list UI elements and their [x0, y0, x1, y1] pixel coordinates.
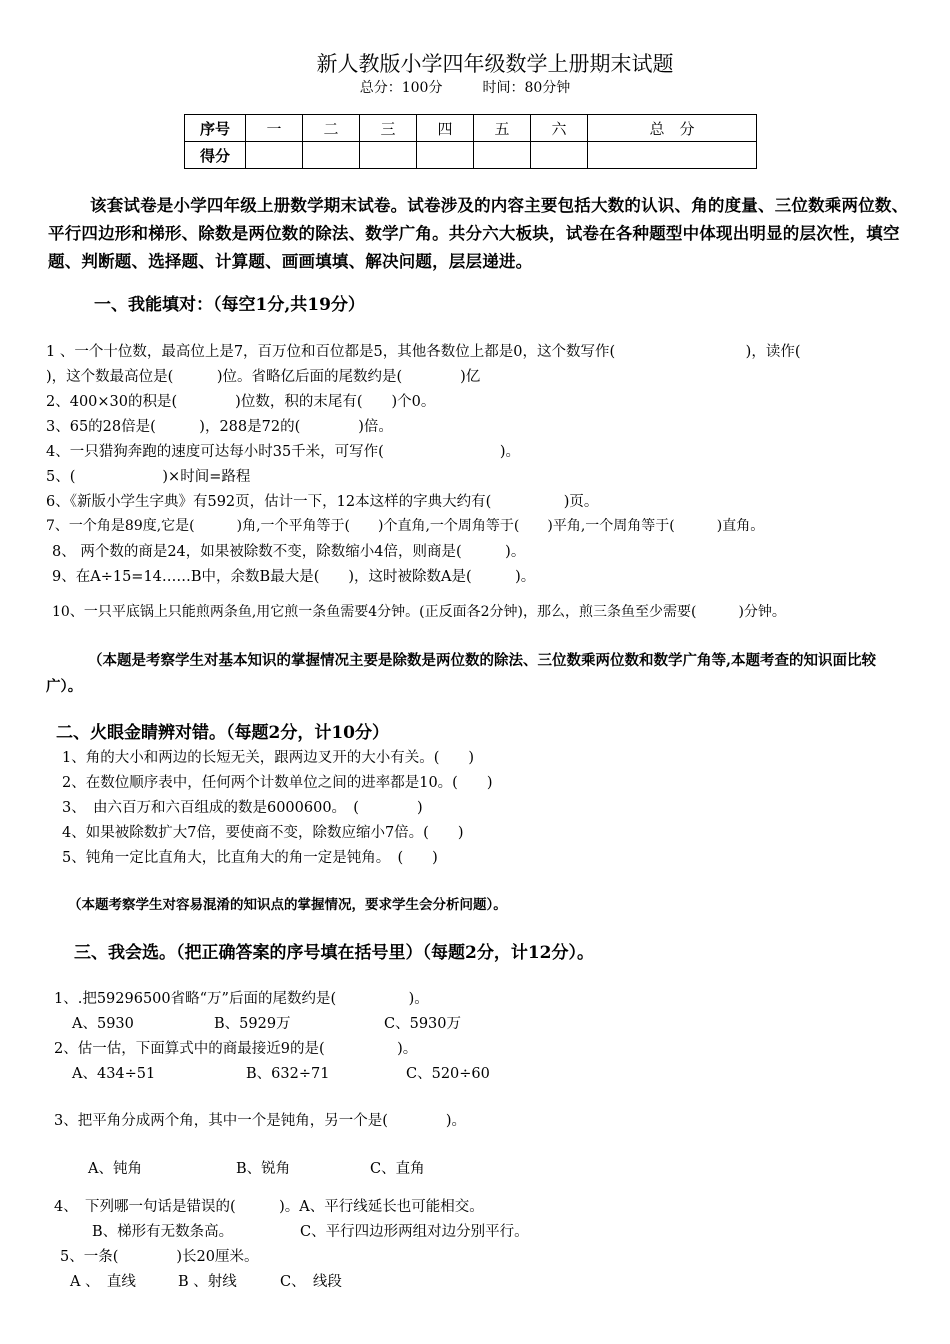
score-header-cell: 二 — [303, 115, 360, 142]
score-row-label: 得分 — [185, 142, 246, 169]
option-b[interactable]: B、632÷71 — [246, 1066, 330, 1082]
s1-question-1a: 1 、一个十位数，最高位上是7，百万位和百位都是5，其他各数位上都是0，这个数写作( )，读作( — [46, 344, 801, 360]
section3-heading: 三、我会选。（把正确答案的序号填在括号里）（每题2分，计12分）。 — [74, 943, 594, 963]
option-c[interactable]: C、5930万 — [384, 1016, 461, 1032]
section1-heading: 一、我能填对：（每空1分,共19分） — [94, 295, 365, 315]
option-a[interactable]: A、钝角 — [88, 1161, 142, 1177]
option-c[interactable]: C、 线段 — [280, 1274, 342, 1290]
score-header-cell: 总 分 — [588, 115, 757, 142]
s3-question-5-options — [70, 1270, 342, 1291]
option-b[interactable]: B 、射线 — [178, 1274, 237, 1290]
s1-question-6: 6、《新版小学生字典》有592页，估计一下，12本这样的字典大约有( )页。 — [46, 494, 599, 510]
s3-question-2-options — [72, 1062, 490, 1083]
score-table-header-row — [185, 115, 757, 142]
s1-question-4: 4、一只猎狗奔跑的速度可达每小时35千米，可写作( )。 — [46, 444, 520, 460]
s3-question-1: 1、.把59296500省略“万”后面的尾数约是( )。 — [54, 991, 429, 1007]
score-header-cell: 四 — [417, 115, 474, 142]
option-b[interactable]: B、5929万 — [214, 1016, 291, 1032]
exam-time: 时间：80分钟 — [482, 80, 571, 96]
option-b[interactable]: B、梯形有无数条高。 — [92, 1224, 234, 1240]
score-header-cell: 三 — [360, 115, 417, 142]
s2-question-5: 5、钝角一定比直角大，比直角大的角一定是钝角。 ( ) — [62, 850, 438, 866]
score-cell[interactable] — [588, 142, 757, 169]
score-cell[interactable] — [303, 142, 360, 169]
option-a[interactable]: A、434÷51 — [72, 1066, 156, 1082]
s1-question-9: 9、在A÷15=14……B中，余数B最大是( )，这时被除数A是( )。 — [52, 569, 536, 585]
option-c[interactable]: C、520÷60 — [406, 1066, 490, 1082]
score-cell[interactable] — [417, 142, 474, 169]
score-cell[interactable] — [246, 142, 303, 169]
s2-question-2: 2、在数位顺序表中，任何两个计数单位之间的进率都是10。( ) — [62, 775, 493, 791]
score-header-cell: 一 — [246, 115, 303, 142]
s1-question-3: 3、65的28倍是( )，288是72的( )倍。 — [46, 419, 393, 435]
s2-question-4: 4、如果被除数扩大7倍，要使商不变，除数应缩小7倍。( ) — [62, 825, 464, 841]
s1-question-1b: )，这个数最高位是( )位。省略亿后面的尾数约是( )亿 — [46, 369, 481, 385]
option-a[interactable]: A 、 直线 — [70, 1274, 136, 1290]
total-score: 总分：100分 — [359, 80, 443, 96]
s1-question-8: 8、 两个数的商是24，如果被除数不变，除数缩小4倍，则商是( )。 — [52, 544, 526, 560]
s3-question-1-options — [72, 1012, 461, 1033]
score-header-cell: 五 — [474, 115, 531, 142]
score-table-score-row — [185, 142, 757, 169]
intro-paragraph: 该套试卷是小学四年级上册数学期末试卷。试卷涉及的内容主要包括大数的认识、角的度量、三位数乘两位数、平行四边形和梯形、除数是两位数的除法、数学广角。共分六大板块，试卷在各种题型中体现出明显的层次性，填空题、判断题、选择题、计算题、画画填填、解决问题，层层递进。 — [48, 196, 909, 271]
s3-question-2: 2、估一估，下面算式中的商最接近9的是( )。 — [54, 1041, 418, 1057]
option-c[interactable]: C、平行四边形两组对边分别平行。 — [300, 1224, 529, 1240]
s2-question-1: 1、角的大小和两边的长短无关，跟两边叉开的大小有关。( ) — [62, 750, 475, 766]
section1-note: （本题是考察学生对基本知识的掌握情况主要是除数是两位数的除法、三位数乘两位数和数学广角等,本题考查的知识面比较广）。 — [46, 652, 877, 695]
s1-question-7: 7、一个角是89度,它是( )角,一个平角等于( )个直角,一个周角等于( )平角,一个周角等于( )直角。 — [46, 518, 765, 534]
exam-title: 新人教版小学四年级数学上册期末试题 — [316, 52, 674, 76]
score-cell[interactable] — [360, 142, 417, 169]
score-cell[interactable] — [474, 142, 531, 169]
s3-question-4-options — [92, 1220, 529, 1241]
s1-question-10: 10、一只平底锅上只能煎两条鱼,用它煎一条鱼需要4分钟。(正反面各2分钟)，那么，煎三条鱼至少需要( )分钟。 — [52, 604, 786, 620]
score-header-cell: 序号 — [185, 115, 246, 142]
exam-meta — [0, 77, 930, 97]
s3-question-5: 5、一条( )长20厘米。 — [60, 1249, 259, 1265]
score-table — [184, 114, 757, 169]
s3-question-3: 3、把平角分成两个角，其中一个是钝角，另一个是( )。 — [54, 1113, 467, 1129]
score-header-cell: 六 — [531, 115, 588, 142]
score-cell[interactable] — [531, 142, 588, 169]
s1-question-2: 2、400×30的积是( )位数，积的末尾有( )个0。 — [46, 394, 436, 410]
s1-question-5: 5、( )×时间=路程 — [46, 469, 251, 485]
section2-note: （本题考察学生对容易混淆的知识点的掌握情况，要求学生会分析问题）。 — [68, 897, 507, 913]
s2-question-3: 3、 由六百万和六百组成的数是6000600。 ( ) — [62, 800, 423, 816]
option-b[interactable]: B、锐角 — [236, 1161, 291, 1177]
option-c[interactable]: C、直角 — [370, 1161, 425, 1177]
section2-heading: 二、火眼金睛辨对错。（每题2分，计10分） — [56, 723, 389, 743]
s3-question-3-options — [88, 1157, 425, 1178]
s3-question-4: 4、 下列哪一句话是错误的( )。A、平行线延长也可能相交。 — [54, 1199, 484, 1215]
option-a[interactable]: A、5930 — [72, 1016, 134, 1032]
